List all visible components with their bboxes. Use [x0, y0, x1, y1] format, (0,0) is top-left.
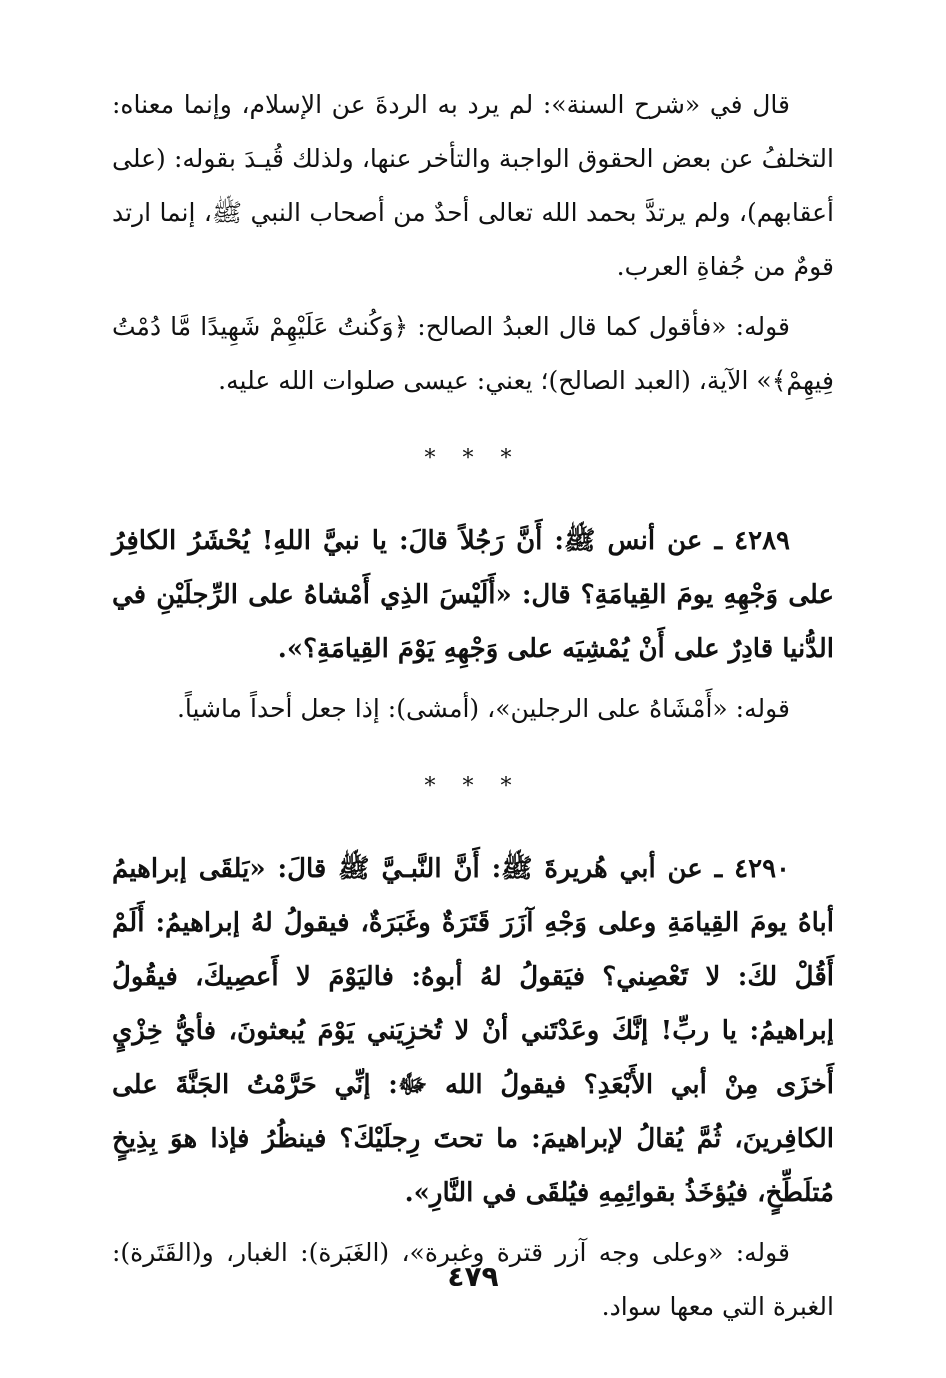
commentary-abd-salih: قوله: «فأقول كما قال العبدُ الصالح: ﴿وَكُنتُ عَلَيْهِمْ شَهِيدًا مَّا دُمْتُ فِيهِمْ﴾» الآية، (العبد الصالح)؛ يعني: عيسى صلوات الله عليه.	[112, 312, 834, 395]
hadith-4289: ٤٢٨٩ ـ عن أنس ﷺ: أَنَّ رَجُلاً قالَ: يا نبيَّ اللهِ! يُحْشَرُ الكافِرُ على وَجْهِهِ يومَ القِيامَةِ؟ قال: «أَلَيْسَ الذِي أَمْشاهُ على الرِّجلَيْنِ في الدُّنيا قادِرٌ على أَنْ يُمْشِيَه على وَجْهِهِ يَوْمَ القِيامَةِ؟».	[112, 526, 834, 664]
hadith-4290: ٤٢٩٠ ـ عن أبي هُريرةَ ﷺ: أَنَّ النَّبـيَّ ﷺ قالَ: «يَلقَى إبراهيمُ أباهُ يومَ القِيامَةِ وعلى وَجْهِ آزَرَ قَتَرَةٌ وغَبَرَةٌ، فيقولُ لهُ إبراهيمُ: أَلَمْ أَقُلْ لكَ: لا تَعْصِني؟ فيَقولُ لهُ أبوهُ: فاليَوْمَ لا أَعصِيكَ، فيقُولُ إبراهيمُ: يا ربِّ! إنَّكَ وعَدْتَني أنْ لا تُخزِيَني يَوْمَ يُبعثونَ، فأيُّ خِزْيٍ أَخزَى مِنْ أبي الأَبْعَدِ؟ فيقولُ الله ﷻ: إنِّي حَرَّمْتُ الجَنَّةَ على الكافِرينَ، ثُمَّ يُقالُ لإبراهيمَ: ما تحتَ رِجلَيْكَ؟ فينظُرُ فإذا هوَ بِذِيخٍ مُتلَطِّخٍ، فيُؤخَذُ بقوائِمِهِ فيُلقَى في النَّارِ».	[112, 854, 834, 1208]
commentary-4290: قوله: «وعلى وجه آزر قترة وغبرة»، (الغَبَرة): الغبار، و(القَتَرة): الغبرة التي معها سواد.	[112, 1238, 834, 1321]
section-separator: * * *	[424, 774, 522, 799]
page-number: ٤٧٩	[447, 1260, 499, 1293]
commentary-sharh-sunnah: قال في «شرح السنة»: لم يرد به الردةَ عن الإسلام، وإنما معناه: التخلفُ عن بعض الحقوق الواجبة والتأخر عنها، ولذلك قُيـدَ بقوله: (على أعقابهم)، ولم يرتدَّ بحمد الله تعالى أحدٌ من أصحاب النبي ﷺ، إنما ارتد قومٌ من جُفاةِ العرب.	[112, 90, 834, 281]
commentary-4289: قوله: «أَمْشَاهُ على الرجلين»، (أمشى): إذا جعل أحداً ماشياً.	[176, 694, 790, 723]
section-separator: * * *	[424, 446, 522, 471]
page-body	[112, 78, 834, 1334]
